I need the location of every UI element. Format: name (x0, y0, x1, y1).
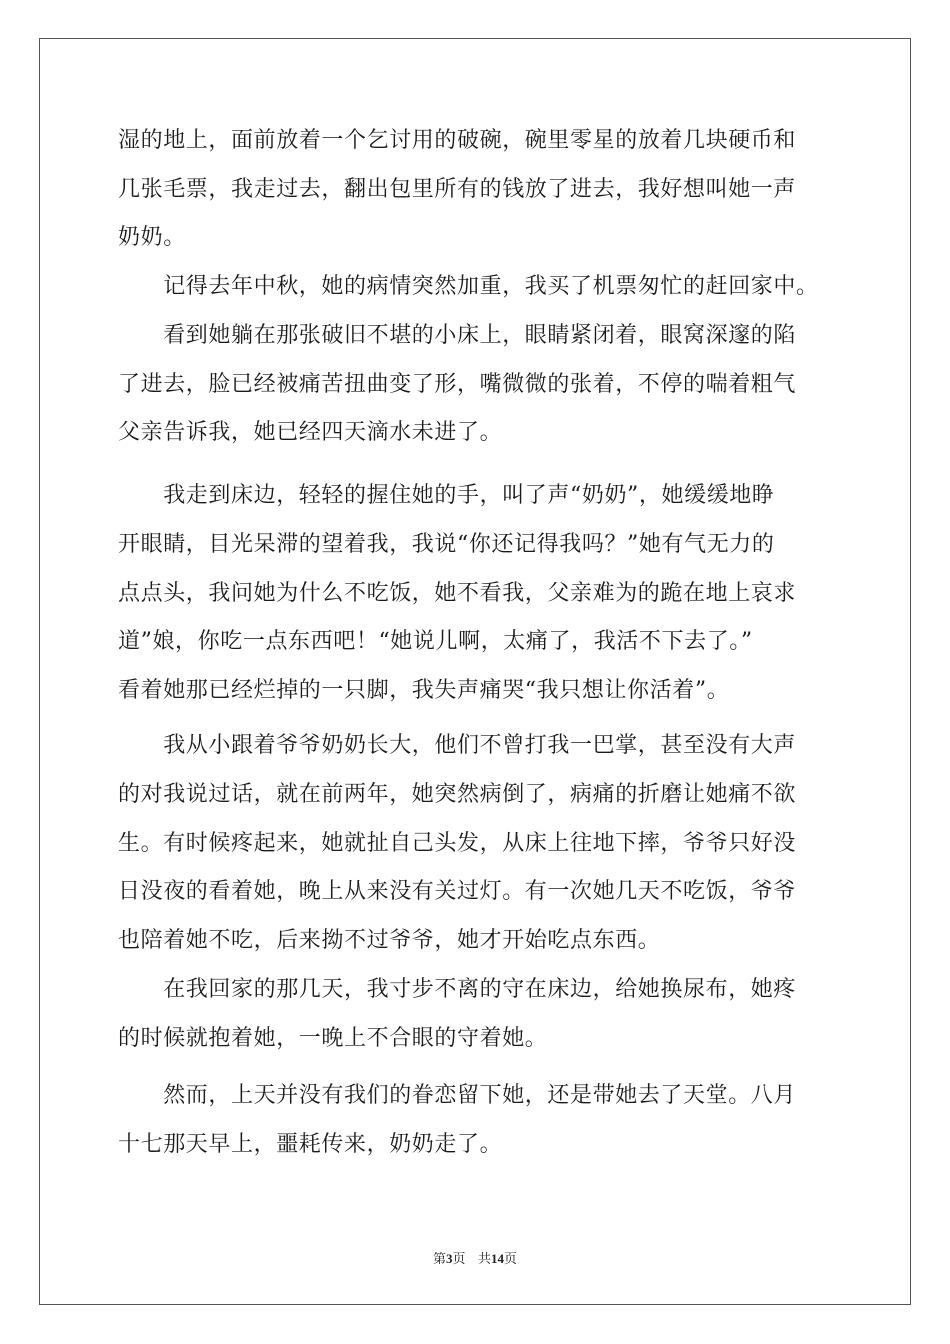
footer-total-suffix: 页 (503, 1251, 517, 1266)
text-line: 看着她那已经烂掉的一只脚，我失声痛哭“我只想让你活着”。 (118, 678, 730, 703)
text-line: 湿的地上，面前放着一个乞讨用的破碗，碗里零星的放着几块硬币和 (118, 128, 797, 153)
text-line: 也陪着她不吃，后来拗不过爷爷，她才开始吃点东西。 (118, 928, 661, 953)
text-line: 在我回家的那几天，我寸步不离的守在床边，给她换尿布，她疼 (118, 977, 797, 1002)
text-line: 生。有时候疼起来，她就扯自己头发，从床上往地下摔，爷爷只好没 (118, 831, 797, 856)
text-line: 的对我说过话，就在前两年，她突然病倒了，病痛的折磨让她痛不欲 (118, 782, 797, 807)
footer-page-suffix: 页 (452, 1251, 466, 1266)
page-footer (0, 1248, 950, 1267)
footer-total-pages: 14 (490, 1251, 504, 1266)
text-line: 点点头，我问她为什么不吃饭，她不看我，父亲难为的跪在地上哀求 (118, 581, 797, 606)
text-line: 父亲告诉我，她已经四天滴水未进了。 (118, 420, 503, 445)
footer-page-number: 3 (446, 1251, 453, 1266)
text-line: 日没夜的看着她，晚上从来没有关过灯。有一次她几天不吃饭，爷爷 (118, 879, 797, 904)
text-line: 了进去，脸已经被痛苦扭曲变了形，嘴微微的张着，不停的喘着粗气 (118, 372, 797, 397)
text-line: 道”娘，你吃一点东西吧！“她说儿啊，太痛了，我活不下去了。” (118, 629, 753, 654)
text-line: 几张毛票，我走过去，翻出包里所有的钱放了进去，我好想叫她一声 (118, 177, 797, 202)
footer-prefix: 第 (433, 1251, 447, 1266)
text-line: 奶奶。 (118, 225, 186, 250)
text-line: 看到她躺在那张破旧不堪的小床上，眼睛紧闭着，眼窝深邃的陷 (118, 323, 797, 348)
text-line: 我走到床边，轻轻的握住她的手，叫了声“奶奶”，她缓缓地睁 (118, 483, 775, 508)
text-line: 的时候就抱着她，一晚上不合眼的守着她。 (118, 1026, 548, 1051)
text-line: 记得去年中秋，她的病情突然加重，我买了机票匆忙的赶回家中。 (118, 274, 819, 299)
text-line: 开眼睛，目光呆滞的望着我，我说“你还记得我吗？”她有气无力的 (118, 532, 775, 557)
text-line: 然而，上天并没有我们的眷恋留下她，还是带她去了天堂。八月 (118, 1083, 797, 1108)
footer-total-prefix: 共 (477, 1251, 491, 1266)
text-line: 十七那天早上，噩耗传来，奶奶走了。 (118, 1132, 503, 1157)
text-line: 我从小跟着爷爷奶奶长大，他们不曾打我一巴掌，甚至没有大声 (118, 733, 797, 758)
